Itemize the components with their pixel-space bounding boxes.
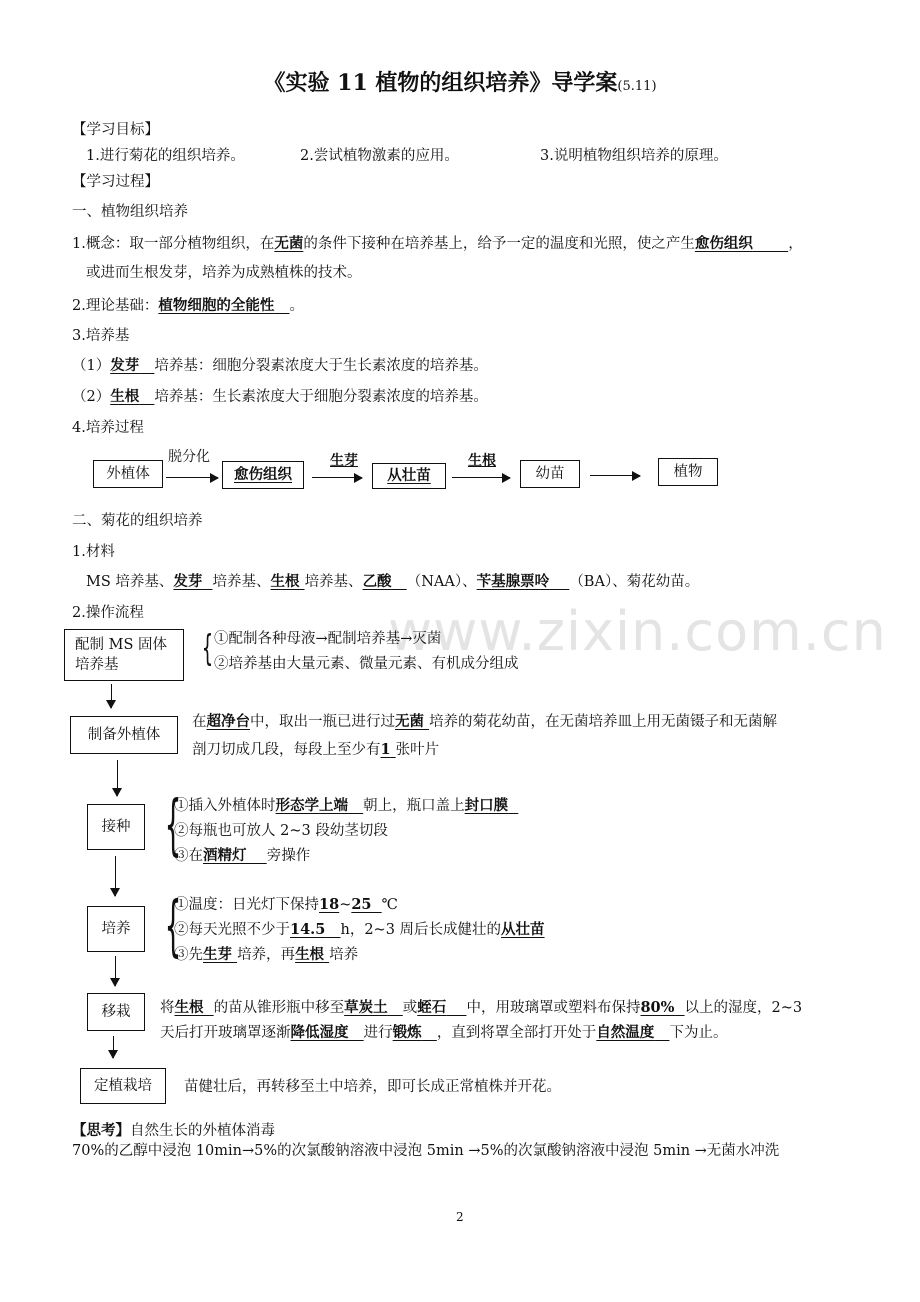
blank-answer: 25: [351, 896, 372, 913]
flow-node-callus: 愈伤组织: [222, 461, 304, 489]
blank-answer: 自然温度: [596, 1024, 655, 1041]
flow-down-arrow: [117, 760, 118, 796]
medium-line: （1）发芽 培养基：细胞分裂素浓度大于生长素浓度的培养基。: [72, 357, 488, 374]
title-date: (5.11): [617, 79, 657, 94]
medium-line: （2）生根 培养基：生长素浓度大于细胞分裂素浓度的培养基。: [72, 388, 488, 405]
step3-item: ①插入外植体时形态学上端 朝上，瓶口盖上封口膜: [174, 797, 509, 814]
step4-item: ③先生芽 培养，再生根 培养: [174, 946, 359, 963]
blank-answer: 愈伤组织: [694, 235, 753, 252]
materials-line: MS 培养基、发芽 培养基、生根 培养基、乙酸 （NAA）、苄基腺票呤 （BA）、菊花幼苗。: [86, 573, 700, 590]
think-line: 70%的乙醇中浸泡 10min→5%的次氯酸钠溶液中浸泡 5min →5%的次氯酸钠溶液中浸泡 5min →无菌水冲洗: [72, 1143, 780, 1159]
blank-answer: 形态学上端: [275, 797, 348, 814]
brace: {: [164, 786, 182, 863]
materials-heading: 1.材料: [72, 544, 115, 560]
step6-line: 苗健壮后，再转移至土中培养，即可长成正常植株并开花。: [184, 1079, 561, 1095]
think-heading: 【思考】自然生长的外植体消毒: [72, 1122, 275, 1139]
concept-line: 1.概念：取一部分植物组织，在无菌的条件下接种在培养基上，给予一定的温度和光照，使之产生愈伤组织 ，: [72, 235, 803, 252]
step5-line: 天后打开玻璃罩逐渐降低湿度 进行锻炼 ，直到将罩全部打开处于自然温度 下为止。: [160, 1024, 728, 1041]
flow-arrow: [452, 477, 510, 478]
step-box-transplant: 移栽: [87, 993, 145, 1031]
step-box-prepare-medium: 配制 MS 固体 培养基: [64, 629, 184, 681]
step4-item: ①温度：日光灯下保持18~25 ℃: [174, 896, 398, 913]
flow-heading: 4.培养过程: [72, 420, 144, 436]
blank-answer: 80%: [640, 999, 675, 1016]
blank-answer: 14.5: [290, 921, 326, 938]
blank-answer: 蛭石: [417, 999, 447, 1016]
brace: {: [201, 628, 214, 669]
ops-heading: 2.操作流程: [72, 605, 144, 621]
step5-line: 将生根 的苗从锥形瓶中移至草炭土 或蛭石 中，用玻璃罩或塑料布保持80% 以上的湿度，2~3: [160, 999, 803, 1016]
step1-item: ①配制各种母液→配制培养基→灭菌: [214, 631, 442, 647]
blank-answer: 生根: [270, 573, 300, 590]
flow-down-arrow: [115, 956, 116, 986]
flow-arrow: [166, 477, 218, 478]
concept-line2: 或进而生根发芽，培养为成熟植株的技术。: [86, 265, 362, 281]
goal-item: 1.进行菊花的组织培养。: [86, 148, 245, 164]
step1-item: ②培养基由大量元素、微量元素、有机成分组成: [214, 656, 519, 672]
blank-answer: 发芽: [110, 357, 140, 374]
step3-item: ②每瓶也可放人 2~3 段幼茎切段: [174, 823, 388, 839]
flow-label: 生根: [468, 453, 496, 469]
flow-down-arrow: [115, 856, 116, 896]
blank-answer: 封口膜: [464, 797, 509, 814]
blank-answer: 酒精灯: [203, 847, 247, 864]
flow-node-explant: 外植体: [93, 460, 163, 488]
flow-down-arrow: [113, 1036, 114, 1058]
step-box-inoculate: 接种: [87, 804, 145, 850]
step3-item: ③在酒精灯 旁操作: [174, 847, 311, 864]
flow-down-arrow: [111, 684, 112, 708]
blank-answer: 无菌: [395, 713, 424, 730]
step2-line: 在超净台中，取出一瓶已进行过无菌 培养的菊花幼苗，在无菌培养皿上用无菌镊子和无菌解: [192, 713, 778, 730]
step4-item: ②每天光照不少于14.5 h，2~3 周后长成健壮的从壮苗: [174, 921, 545, 938]
goal-item: 3.说明植物组织培养的原理。: [540, 148, 728, 164]
blank-answer: 苄基腺票呤: [476, 573, 550, 590]
blank-answer: 发芽: [173, 573, 203, 590]
step-box-prepare-explant: 制备外植体: [70, 716, 178, 754]
flow-arrow: [590, 475, 640, 476]
flow-label: 生芽: [330, 453, 358, 469]
flow-label: 脱分化: [168, 449, 210, 465]
blank-answer: 锻炼: [392, 1024, 422, 1041]
blank-answer: 生根: [110, 388, 140, 405]
blank-answer: 草炭土: [344, 999, 388, 1016]
medium-heading: 3.培养基: [72, 328, 130, 344]
process-heading: 【学习过程】: [72, 174, 159, 190]
brace: {: [164, 887, 182, 964]
blank-answer: 无菌: [274, 235, 304, 252]
blank-answer: 乙酸: [362, 573, 392, 590]
blank-answer: 降低湿度: [290, 1024, 349, 1041]
step2-line: 剖刀切成几段，每段上至少有1 张叶片: [192, 741, 440, 758]
flow-arrow: [312, 477, 362, 478]
flow-node-plant: 植物: [658, 458, 718, 486]
theory-line: 2.理论基础：植物细胞的全能性 。: [72, 297, 304, 314]
page-number: 2: [456, 1210, 464, 1224]
page-title: 《实验 11 植物的组织培养》导学案(5.11): [263, 70, 657, 96]
watermark: www.zixin.com.cn: [388, 600, 887, 663]
blank-answer: 生根: [295, 946, 325, 963]
flow-node-seedling: 幼苗: [520, 460, 580, 488]
blank-answer: 生芽: [203, 946, 232, 963]
step-box-culture: 培养: [87, 906, 145, 952]
blank-answer: 从壮苗: [501, 921, 545, 938]
blank-answer: 1: [380, 741, 391, 758]
step-box-plant: 定植栽培: [80, 1068, 166, 1104]
goals-heading: 【学习目标】: [72, 122, 159, 138]
goal-item: 2.尝试植物激素的应用。: [300, 148, 459, 164]
flow-node-seedling-strong: 从壮苗: [372, 463, 446, 489]
blank-answer: 植物细胞的全能性: [158, 297, 275, 314]
blank-answer: 18: [319, 896, 340, 913]
section1-heading: 一、植物组织培养: [72, 204, 188, 220]
section2-heading: 二、菊花的组织培养: [72, 513, 203, 529]
blank-answer: 生根: [174, 999, 204, 1016]
blank-answer: 超净台: [206, 713, 250, 730]
